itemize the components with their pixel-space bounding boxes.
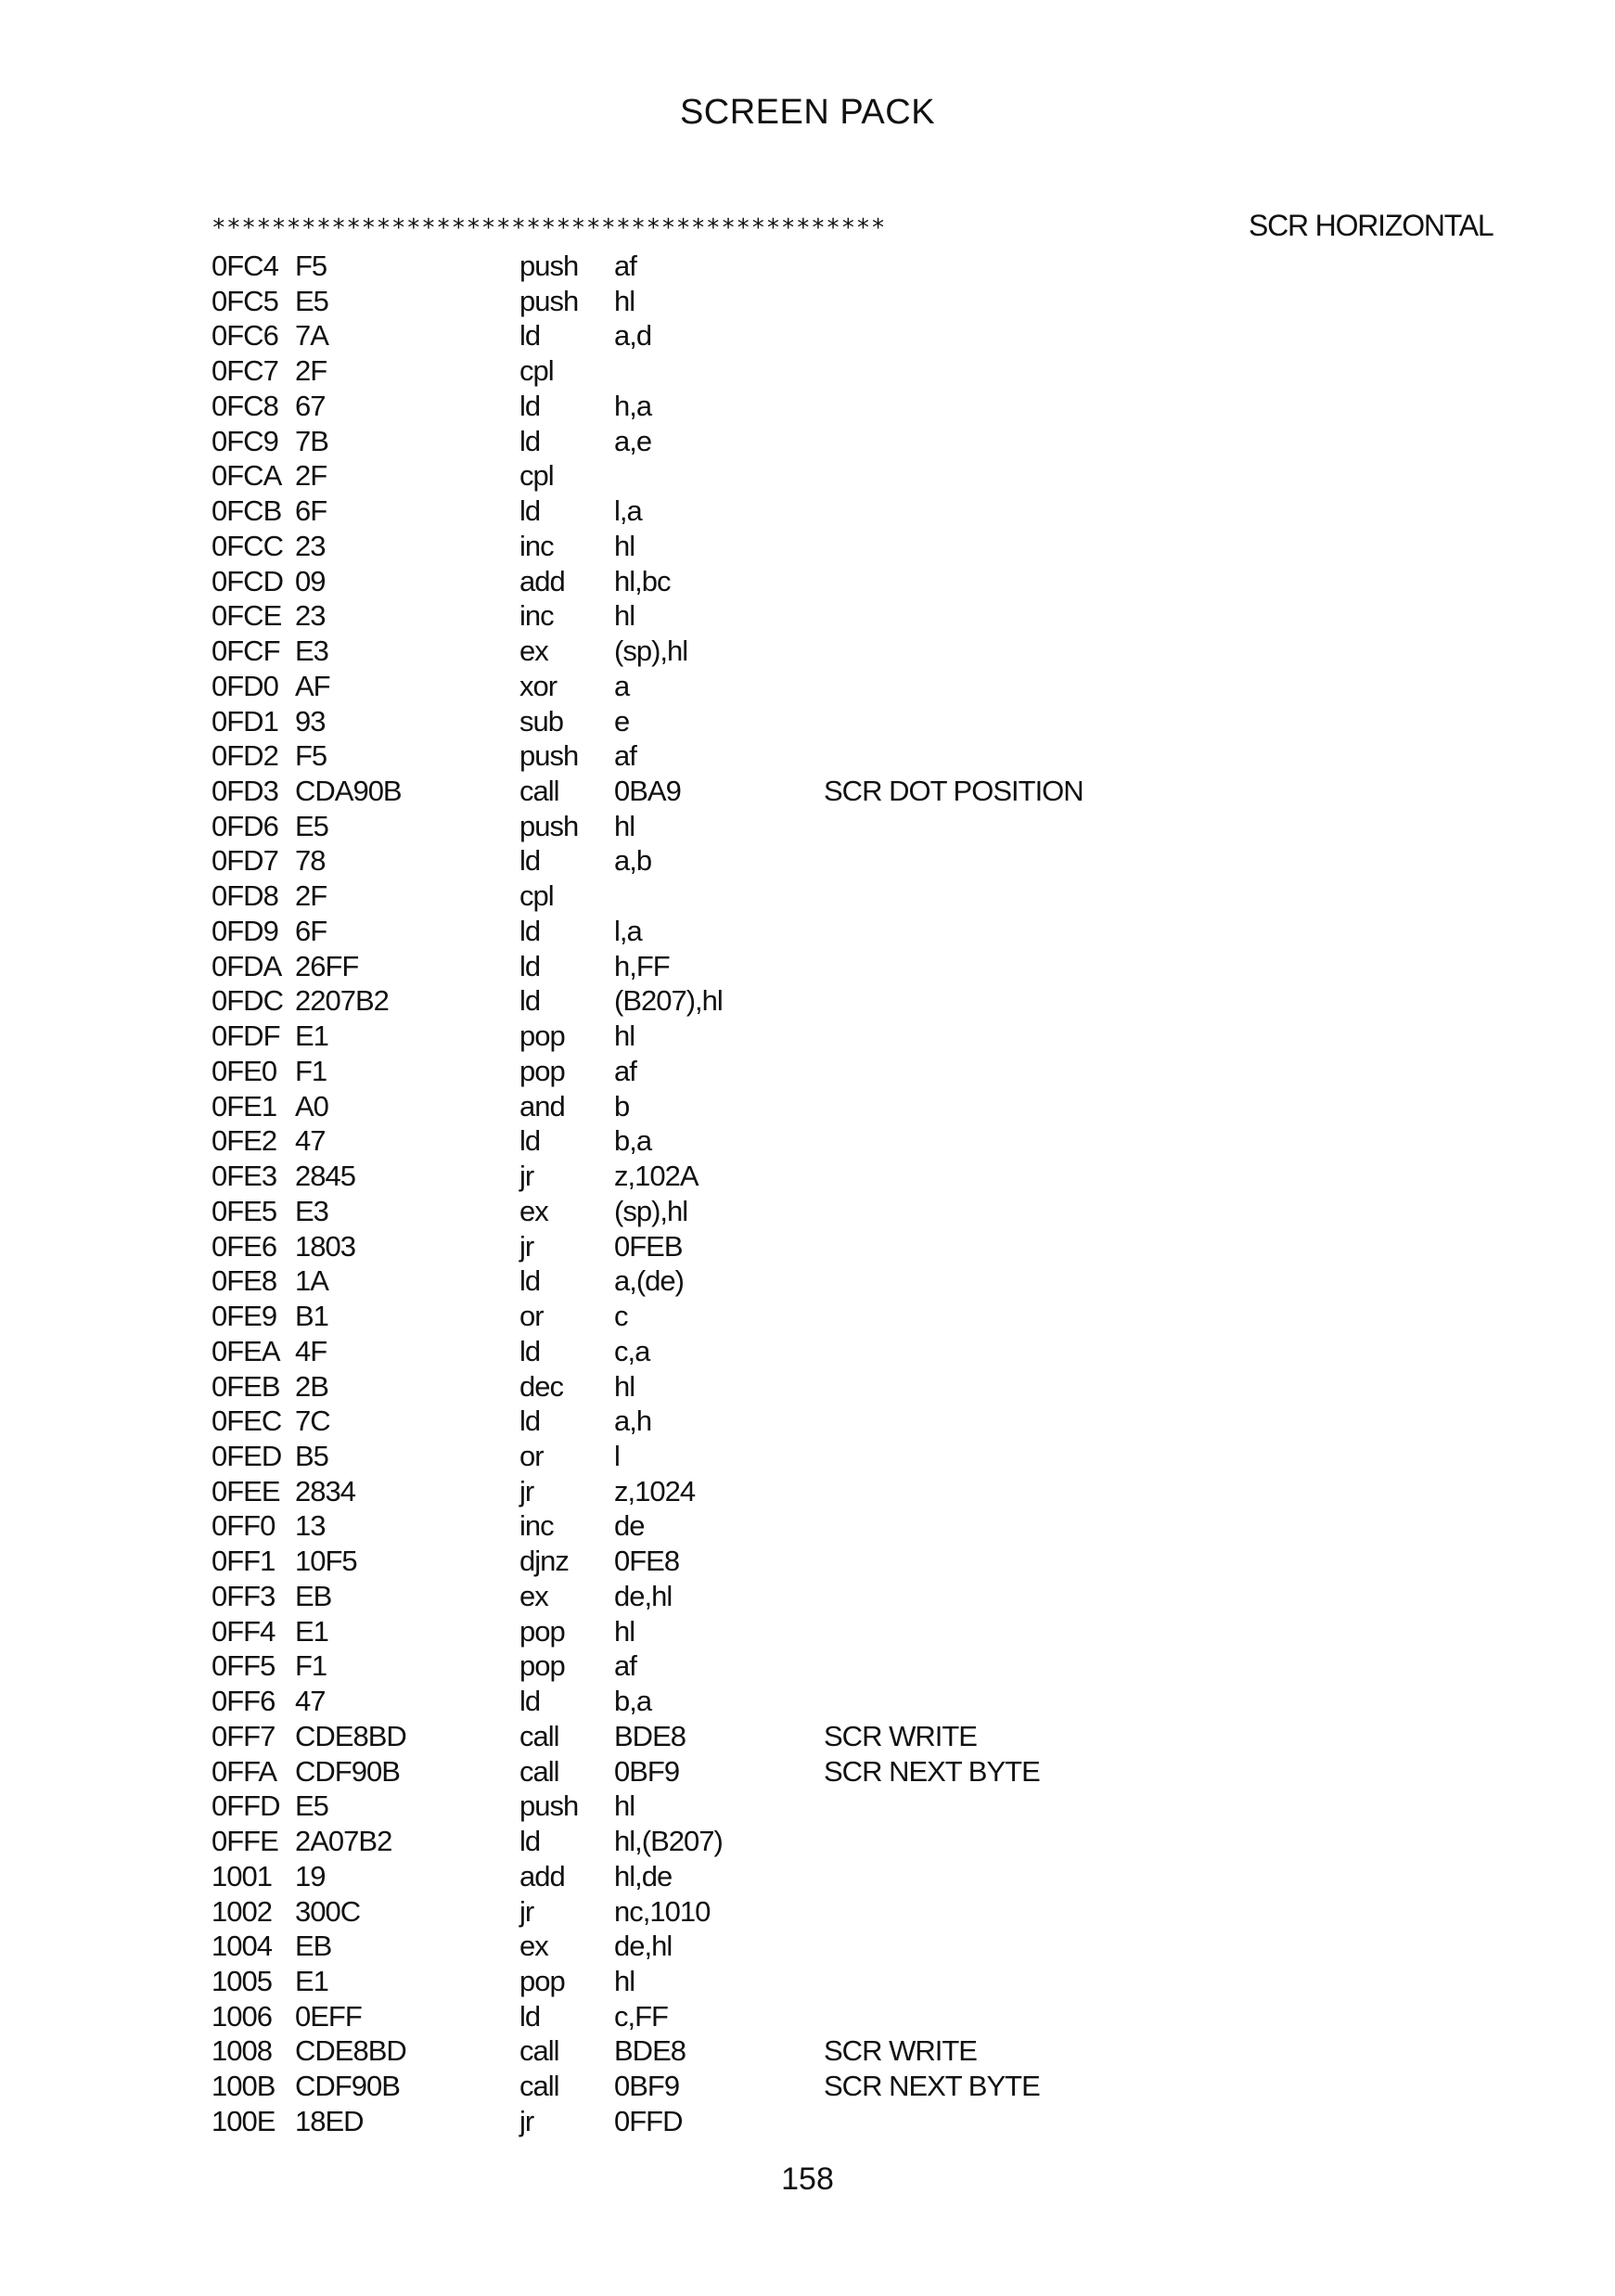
listing-row [211,1999,1510,2034]
listing-row [211,1263,1510,1299]
page-number: 158 [781,2161,834,2197]
opcode-bytes: CDA90B [295,775,402,808]
address: 100E [211,2104,276,2137]
address: 1005 [211,1964,272,1997]
operands: a,h [614,1405,652,1438]
opcode-bytes: 2A07B2 [295,1825,392,1858]
operands: hl,(B207) [614,1825,723,1858]
listing-row [211,1824,1510,1859]
listing-row [211,879,1510,914]
comment: SCR NEXT BYTE [824,1754,1040,1788]
operands: hl [614,1369,635,1403]
mnemonic: ex [519,1930,548,1963]
opcode-bytes: E1 [295,1020,328,1053]
opcode-bytes: E1 [295,1614,328,1648]
listing-row [211,1894,1510,1930]
listing-row [211,598,1510,634]
mnemonic: ld [519,1124,541,1158]
opcode-bytes: 0EFF [295,1999,362,2033]
listing-row [211,1054,1510,1089]
operands: e [614,704,630,738]
comment: SCR WRITE [824,1719,977,1752]
opcode-bytes: 2F [295,879,327,913]
listing-row [211,1859,1510,1894]
operands: c,FF [614,1999,668,2033]
listing-row [211,353,1510,389]
mnemonic: ld [519,844,541,878]
opcode-bytes: 7C [295,1405,330,1438]
section-header [211,209,1493,246]
operands: hl [614,599,635,633]
listing-row [211,424,1510,459]
operands: 0BF9 [614,2070,680,2103]
operands: af [614,1054,636,1087]
mnemonic: ld [519,1999,541,2033]
opcode-bytes: 7A [295,319,328,353]
address: 0FE0 [211,1054,277,1087]
opcode-bytes: AF [295,669,330,702]
mnemonic: ld [519,389,541,422]
operands: b [614,1089,630,1122]
listing-row [211,1299,1510,1334]
operands: BDE8 [614,1719,686,1752]
mnemonic: djnz [519,1545,569,1578]
address: 0FE1 [211,1089,277,1122]
address: 0FCA [211,459,282,493]
opcode-bytes: E3 [295,1194,328,1227]
mnemonic: ld [519,1334,541,1367]
opcode-bytes: EB [295,1930,332,1963]
mnemonic: ld [519,949,541,982]
operands: c,a [614,1334,650,1367]
listing-row [211,2104,1510,2139]
operands: h,FF [614,949,670,982]
mnemonic: push [519,1789,579,1823]
listing-row [211,738,1510,774]
listing-row [211,1719,1510,1754]
mnemonic: call [519,2070,559,2103]
mnemonic: push [519,739,579,773]
mnemonic: dec [519,1369,563,1403]
mnemonic: sub [519,704,563,738]
opcode-bytes: 18ED [295,2104,364,2137]
operands: (sp),hl [614,635,688,668]
listing-row [211,1404,1510,1439]
operands: z,102A [614,1160,699,1193]
opcode-bytes: E5 [295,1789,328,1823]
listing-row [211,284,1510,319]
mnemonic: ld [519,319,541,353]
page-title: SCREEN PACK [679,93,936,132]
address: 100B [211,2070,276,2103]
address: 0FF1 [211,1545,276,1578]
opcode-bytes: 2F [295,354,327,388]
operands: hl [614,1020,635,1053]
listing-row [211,1614,1510,1649]
operands: (sp),hl [614,1194,688,1227]
mnemonic: jr [519,1894,534,1928]
listing-row [211,1508,1510,1544]
mnemonic: ex [519,635,548,668]
operands: af [614,739,636,773]
address: 0FCB [211,494,282,528]
operands: h,a [614,389,652,422]
operands: hl,bc [614,564,671,597]
operands: a,(de) [614,1264,684,1298]
listing-row [211,1648,1510,1684]
address: 0FFA [211,1754,277,1788]
comment: SCR DOT POSITION [824,775,1083,808]
operands: 0FFD [614,2104,683,2137]
listing-row [211,389,1510,424]
mnemonic: ld [519,1685,541,1718]
mnemonic: push [519,809,579,842]
operands: b,a [614,1685,652,1718]
address: 0FE9 [211,1300,277,1333]
opcode-bytes: A0 [295,1089,328,1122]
address: 0FF4 [211,1614,276,1648]
address: 0FD1 [211,704,278,738]
address: 0FF0 [211,1509,276,1543]
address: 0FCD [211,564,283,597]
address: 0FC8 [211,389,278,422]
opcode-bytes: 2834 [295,1474,355,1507]
mnemonic: jr [519,1474,534,1507]
opcode-bytes: E5 [295,284,328,317]
operands: 0FEB [614,1229,683,1263]
opcode-bytes: 26FF [295,949,359,982]
opcode-bytes: CDF90B [295,2070,400,2103]
listing-row [211,1194,1510,1229]
opcode-bytes: 93 [295,704,326,738]
mnemonic: pop [519,1614,565,1648]
operands: l,a [614,914,642,947]
address: 0FED [211,1439,282,1472]
mnemonic: push [519,250,579,282]
listing-row [211,704,1510,739]
address: 0FC5 [211,284,278,317]
mnemonic: ld [519,424,541,457]
opcode-bytes: 6F [295,494,327,528]
address: 0FDC [211,984,283,1018]
operands: hl [614,284,635,317]
disassembly-listing [211,249,1510,2139]
opcode-bytes: 1A [295,1264,328,1298]
listing-row [211,1929,1510,1964]
opcode-bytes: B1 [295,1300,328,1333]
operands: de,hl [614,1579,673,1612]
mnemonic: ex [519,1194,548,1227]
address: 0FE3 [211,1160,277,1193]
address: 0FF7 [211,1719,276,1752]
operands: BDE8 [614,2034,686,2068]
opcode-bytes: B5 [295,1439,328,1472]
opcode-bytes: F5 [295,250,327,282]
address: 0FD6 [211,809,278,842]
address: 0FDF [211,1020,280,1053]
opcode-bytes: 2845 [295,1160,355,1193]
address: 0FD7 [211,844,278,878]
operands: hl [614,529,635,562]
opcode-bytes: E5 [295,809,328,842]
listing-row [211,1544,1510,1579]
opcode-bytes: F1 [295,1054,327,1087]
listing-row [211,2069,1510,2104]
listing-row [211,494,1510,529]
address: 1002 [211,1894,272,1928]
address: 0FD0 [211,669,278,702]
listing-row [211,564,1510,599]
address: 0FF5 [211,1649,276,1683]
address: 0FFD [211,1789,280,1823]
listing-row [211,809,1510,844]
listing-row [211,983,1510,1019]
address: 0FD2 [211,739,278,773]
listing-row [211,1474,1510,1509]
opcode-bytes: 7B [295,424,328,457]
mnemonic: pop [519,1054,565,1087]
address: 0FC4 [211,250,278,282]
address: 0FC6 [211,319,278,353]
opcode-bytes: CDF90B [295,1754,400,1788]
comment: SCR WRITE [824,2034,977,2068]
opcode-bytes: 4F [295,1334,327,1367]
mnemonic: ld [519,914,541,947]
listing-row [211,2033,1510,2069]
operands: 0BA9 [614,775,681,808]
mnemonic: jr [519,1229,534,1263]
operands: c [614,1300,628,1333]
mnemonic: or [519,1300,544,1333]
mnemonic: jr [519,1160,534,1193]
opcode-bytes: 47 [295,1685,326,1718]
address: 0FDA [211,949,282,982]
opcode-bytes: 2207B2 [295,984,389,1018]
opcode-bytes: 2B [295,1369,328,1403]
opcode-bytes: 19 [295,1859,326,1892]
operands: af [614,250,636,282]
mnemonic: cpl [519,459,554,493]
opcode-bytes: 2F [295,459,327,493]
listing-row [211,529,1510,564]
opcode-bytes: E1 [295,1964,328,1997]
listing-row [211,1439,1510,1474]
address: 1006 [211,1999,272,2033]
listing-row [211,949,1510,984]
operands: de,hl [614,1930,673,1963]
listing-row [211,1964,1510,1999]
listing-row [211,249,1510,284]
listing-row [211,1789,1510,1824]
address: 0FC7 [211,354,278,388]
section-title: SCR HORIZONTAL [1249,209,1493,242]
opcode-bytes: 10F5 [295,1545,357,1578]
mnemonic: and [519,1089,565,1122]
mnemonic: call [519,1754,559,1788]
opcode-bytes: CDE8BD [295,2034,406,2068]
listing-row [211,1754,1510,1789]
opcode-bytes: 13 [295,1509,326,1543]
operands: l,a [614,494,642,528]
operands: 0BF9 [614,1754,680,1788]
opcode-bytes: EB [295,1579,332,1612]
mnemonic: pop [519,1649,565,1683]
listing-row [211,843,1510,879]
address: 0FE8 [211,1264,277,1298]
mnemonic: add [519,564,565,597]
address: 0FE5 [211,1194,277,1227]
mnemonic: xor [519,669,558,702]
mnemonic: cpl [519,879,554,913]
listing-row [211,1019,1510,1054]
address: 0FE2 [211,1124,277,1158]
listing-row [211,1579,1510,1614]
operands: af [614,1649,636,1683]
opcode-bytes: 47 [295,1124,326,1158]
address: 0FFE [211,1825,278,1858]
address: 0FF3 [211,1579,276,1612]
mnemonic: pop [519,1964,565,1997]
mnemonic: inc [519,529,554,562]
mnemonic: jr [519,2104,534,2137]
opcode-bytes: 1803 [295,1229,355,1263]
address: 0FEE [211,1474,280,1507]
mnemonic: ld [519,1264,541,1298]
listing-row [211,458,1510,494]
operands: l [614,1439,620,1472]
opcode-bytes: F1 [295,1649,327,1683]
address: 0FD8 [211,879,278,913]
address: 1008 [211,2034,272,2068]
mnemonic: cpl [519,354,554,388]
mnemonic: call [519,775,559,808]
opcode-bytes: F5 [295,739,327,773]
operands: a [614,669,630,702]
listing-row [211,1334,1510,1369]
operands: hl [614,809,635,842]
listing-row [211,1123,1510,1159]
address: 0FC9 [211,424,278,457]
comment: SCR NEXT BYTE [824,2070,1040,2103]
mnemonic: add [519,1859,565,1892]
address: 0FCF [211,635,280,668]
mnemonic: inc [519,1509,554,1543]
mnemonic: call [519,1719,559,1752]
listing-row [211,1684,1510,1719]
address: 1004 [211,1930,272,1963]
address: 0FF6 [211,1685,276,1718]
opcode-bytes: 67 [295,389,326,422]
opcode-bytes: CDE8BD [295,1719,406,1752]
operands: a,e [614,424,652,457]
operands: hl [614,1614,635,1648]
opcode-bytes: 6F [295,914,327,947]
address: 0FEB [211,1369,280,1403]
operands: hl [614,1789,635,1823]
opcode-bytes: 300C [295,1894,361,1928]
mnemonic: push [519,284,579,317]
listing-row [211,914,1510,949]
listing-row [211,318,1510,353]
operands: (B207),hl [614,984,723,1018]
operands: z,1024 [614,1474,696,1507]
address: 0FE6 [211,1229,277,1263]
opcode-bytes: E3 [295,635,328,668]
listing-row [211,774,1510,809]
operands: de [614,1509,645,1543]
mnemonic: call [519,2034,559,2068]
operands: 0FE8 [614,1545,680,1578]
address: 0FD9 [211,914,278,947]
mnemonic: inc [519,599,554,633]
address: 0FEC [211,1405,282,1438]
opcode-bytes: 09 [295,564,326,597]
address: 0FCE [211,599,282,633]
mnemonic: ld [519,1405,541,1438]
mnemonic: ld [519,984,541,1018]
operands: nc,1010 [614,1894,711,1928]
address: 0FD3 [211,775,278,808]
listing-row [211,1159,1510,1194]
operands: b,a [614,1124,652,1158]
listing-row [211,634,1510,669]
listing-row [211,1229,1510,1264]
address: 1001 [211,1859,272,1892]
address: 0FCC [211,529,283,562]
mnemonic: ld [519,494,541,528]
listing-row [211,669,1510,704]
listing-row [211,1369,1510,1405]
mnemonic: ex [519,1579,548,1612]
opcode-bytes: 23 [295,599,326,633]
listing-row [211,1089,1510,1124]
mnemonic: or [519,1439,544,1472]
address: 0FEA [211,1334,280,1367]
operands: hl,de [614,1859,673,1892]
operands: hl [614,1964,635,1997]
asterisk-rule: ********************************************* [211,214,886,242]
mnemonic: ld [519,1825,541,1858]
mnemonic: pop [519,1020,565,1053]
opcode-bytes: 23 [295,529,326,562]
opcode-bytes: 78 [295,844,326,878]
operands: a,d [614,319,652,353]
operands: a,b [614,844,652,878]
